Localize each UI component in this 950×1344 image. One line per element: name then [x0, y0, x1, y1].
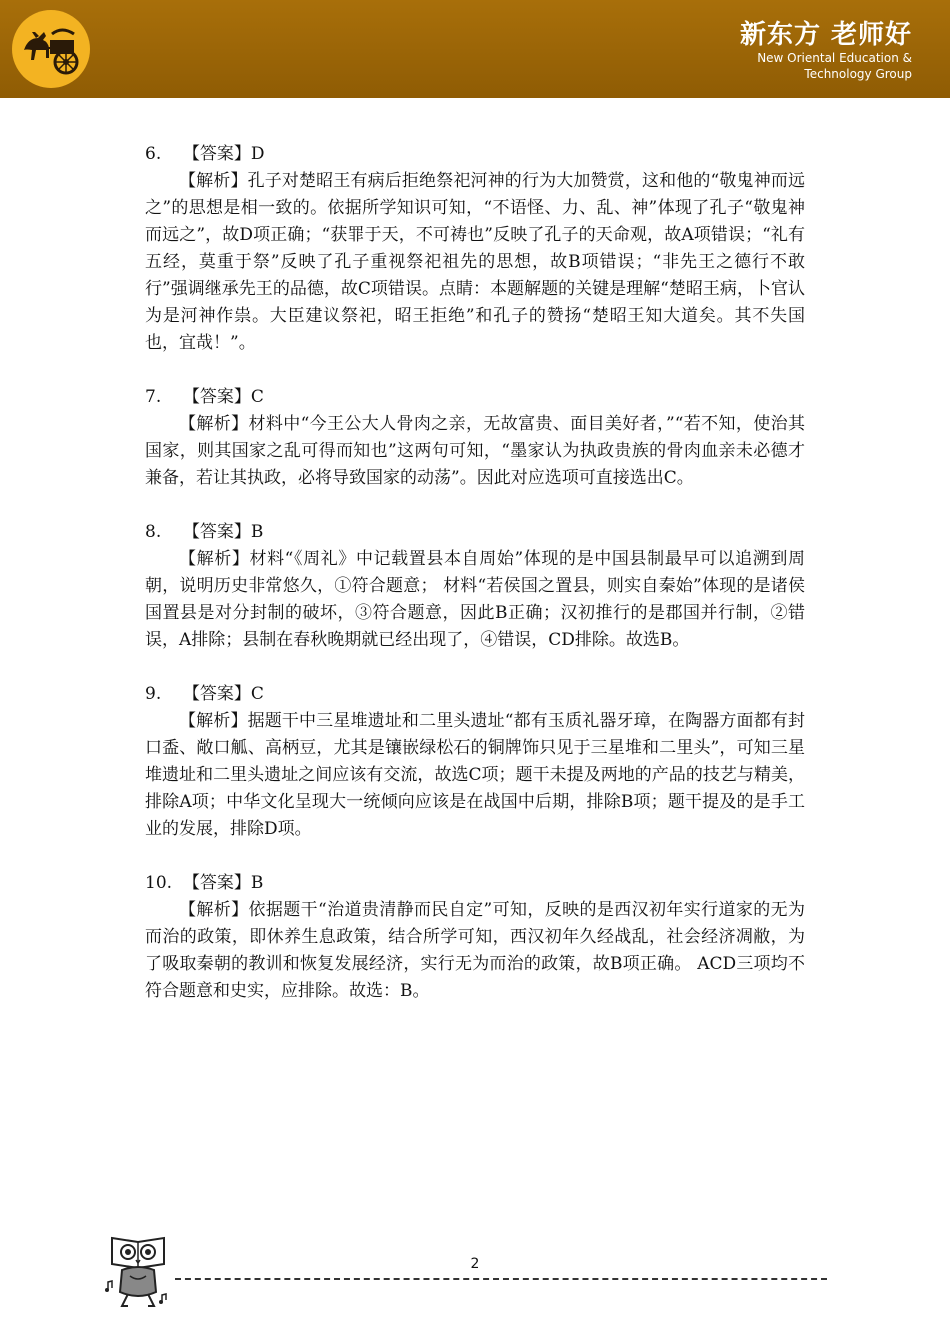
- brand-en-line-1: New Oriental Education &: [757, 51, 912, 65]
- answer-line: [145, 519, 805, 546]
- answer-line: [145, 141, 805, 168]
- question-number: 9.: [145, 684, 162, 704]
- answer-value: B: [250, 522, 264, 542]
- answer-value: C: [250, 387, 264, 407]
- answer-value: B: [250, 873, 264, 893]
- answer-value: C: [250, 684, 264, 704]
- question-number: 10.: [145, 873, 173, 893]
- page-number: 2: [470, 1256, 480, 1272]
- answer-label: 【答案】: [182, 684, 251, 704]
- question-number: 8.: [145, 522, 162, 542]
- footer-divider: [175, 1278, 827, 1280]
- question-8: [145, 519, 805, 654]
- answer-line: [145, 681, 805, 708]
- question-number: 7.: [145, 387, 162, 407]
- explanation-text: 【解析】材料中“今王公大人骨肉之亲，无故富贵、面目美好者，”“若不知，使治其国家，则其国家之乱可得而知也”这两句可知，“墨家认为执政贵族的骨肉血亲未必德才兼备，若让其执政，必将导致国家的动荡”。因此对应选项可直接选出C。: [145, 414, 805, 488]
- answer-line: [145, 384, 805, 411]
- answer-label: 【答案】: [182, 873, 251, 893]
- answer-label: 【答案】: [182, 522, 251, 542]
- answer-key-content: [145, 141, 805, 1032]
- question-6: [145, 141, 805, 357]
- page-header: [0, 0, 950, 98]
- brand-name-english: [672, 50, 912, 82]
- question-7: [145, 384, 805, 492]
- answer-value: D: [250, 144, 265, 164]
- question-number: 6.: [145, 144, 162, 164]
- answer-label: 【答案】: [182, 387, 251, 407]
- explanation-text: 【解析】据题干中三星堆遗址和二里头遗址“都有玉质礼器牙璋，在陶器方面都有封口盉、敞口觚、高柄豆，尤其是镶嵌绿松石的铜牌饰只见于三星堆和二里头”，可知三星堆遗址和二里头遗址之间应该有交流，故选C项；题干未提及两地的产品的技艺与精美，排除A项；中华文化呈现大一统倾向应该是在战国中后期，排除B项；题干提及的是手工业的发展，排除D项。: [145, 711, 805, 839]
- owl-reading-book-mascot-icon: [104, 1232, 174, 1318]
- answer-label: 【答案】: [182, 144, 251, 164]
- question-9: [145, 681, 805, 843]
- brand-en-line-2: Technology Group: [804, 67, 912, 81]
- answer-line: [145, 870, 805, 897]
- question-10: [145, 870, 805, 1005]
- explanation-text: 【解析】孔子对楚昭王有病后拒绝祭祀河神的行为大加赞赏，这和他的“敬鬼神而远之”的思想是相一致的。依据所学知识可知，“不语怪、力、乱、神”体现了孔子“敬鬼神而远之”，故D项正确；“获罪于天，不可祷也”反映了孔子的天命观，故A项错误；“礼有五经，莫重于祭”反映了孔子重视祭祀祖先的思想，故B项错误；“非先王之德行不敢行”强调继承先王的品德，故C项错误。点睛：本题解题的关键是理解“楚昭王病，卜官认为是河神作祟。大臣建议祭祀，昭王拒绝”和孔子的赞扬“楚昭王知大道矣。其不失国也，宜哉！”。: [145, 171, 805, 353]
- explanation-text: 【解析】材料“《周礼》中记载置县本自周始”体现的是中国县制最早可以追溯到周朝，说明历史非常悠久，①符合题意； 材料“若侯国之置县，则实自秦始”体现的是诸侯国置县是对分封制的破坏，③符合题意，因此B正确；汉初推行的是郡国并行制，②错误，A排除；县制在春秋晚期就已经出现了，④错误，CD排除。故选B。: [145, 549, 805, 650]
- brand-name-chinese: 新东方 老师好: [739, 20, 912, 50]
- chariot-logo-icon: [12, 10, 90, 88]
- explanation-text: 【解析】依据题干“治道贵清静而民自定”可知，反映的是西汉初年实行道家的无为而治的政策，即休养生息政策，结合所学可知，西汉初年久经战乱，社会经济凋敝，为了吸取秦朝的教训和恢复发展经济，实行无为而治的政策，故B项正确。 ACD三项均不符合题意和史实，应排除。故选：B。: [145, 900, 805, 1001]
